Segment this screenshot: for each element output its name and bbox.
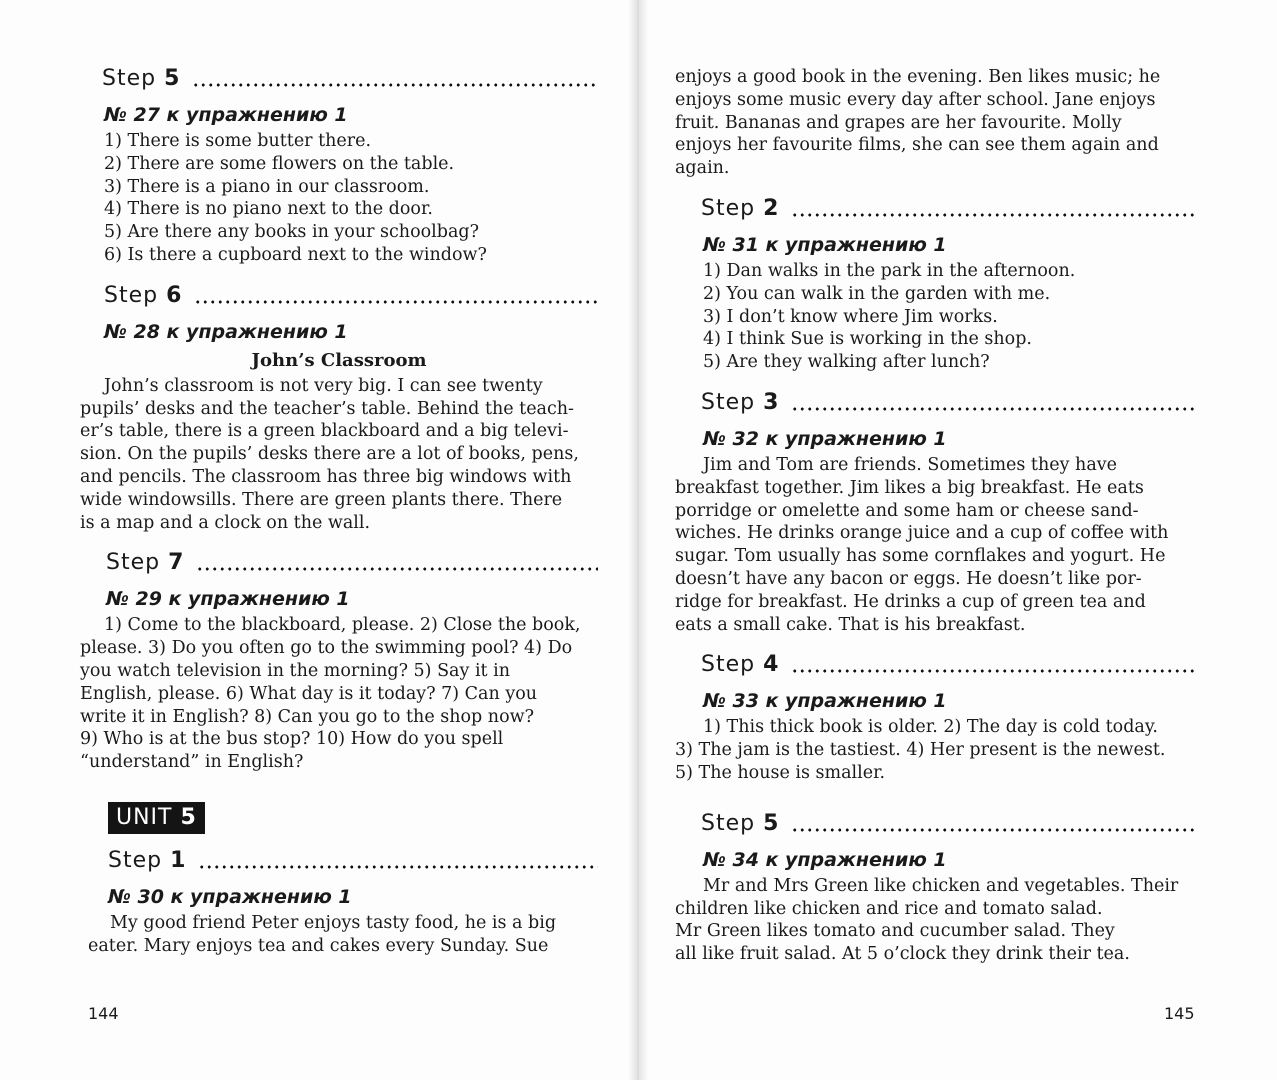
exercise-heading: № 32 к упражнению 1 [703,427,947,450]
step-label: Step [701,389,756,415]
list-item: 4) There is no piano next to the door. [104,199,433,220]
text-line: breakfast together. Jim likes a big breakfast. He eats [675,477,1144,498]
list-item: 2) There are some flowers on the table. [104,153,455,174]
list-item: 2) You can walk in the garden with me. [703,283,1051,304]
step-label: Step [102,66,157,91]
list-item: 5) Are there any books in your schoolbag? [104,222,479,243]
page-number-right: 145 [1164,1004,1195,1023]
step-heading [104,283,598,317]
text-line: and pencils. The classroom has three big windows with [80,466,572,487]
left-column [80,66,598,958]
exercise-heading: № 34 к упражнению 1 [703,848,947,871]
text-line: wide windowsills. There are green plants there. There [80,489,563,510]
step-number: 7 [168,550,185,576]
dot-leader [196,567,598,571]
unit-badge [108,802,205,834]
text-line: 3) The jam is the tastiest. 4) Her present is the newest. [675,740,1166,761]
text-line: sion. On the pupils’ desks there are a lot of books, pens, [80,444,579,465]
list-item: 3) There is a piano in our classroom. [104,176,430,197]
text-line: My good friend Peter enjoys tasty food, he is a big [110,912,557,933]
list-item: 1) There is some butter there. [104,131,372,151]
text-line: doesn’t have any bacon or eggs. He doesn’t like por- [675,568,1142,589]
dot-leader [194,300,598,304]
step-number: 6 [166,282,183,308]
exercise-34-text [675,875,1196,966]
text-line: 1) This thick book is older. 2) The day is cold today. [703,717,1158,738]
step-label: Step [701,195,756,221]
text-line: eats a small cake. That is his breakfast. [675,614,1026,635]
exercise-heading: № 27 к упражнению 1 [104,104,348,126]
text-line: please. 3) Do you often go to the swimming pool? 4) Do [80,638,573,659]
step-label: Step [701,810,756,836]
step-label: Step [108,847,163,873]
step-number: 4 [763,652,780,678]
list-item: 6) Is there a cupboard next to the window? [104,244,487,265]
text-line: enjoys her favourite films, she can see them again and [675,135,1159,156]
book-gutter [628,0,648,1080]
text-line: er’s table, there is a green blackboard and a big televi- [80,421,569,442]
text-line: porridge or omelette and some ham or cheese sand- [675,500,1139,521]
text-line: enjoys a good book in the evening. Ben likes music; he [675,67,1161,87]
exercise-heading: № 31 к упражнению 1 [703,233,947,256]
text-line: children like chicken and rice and tomato salad. [675,898,1103,919]
text-line: 5) The house is smaller. [675,762,886,783]
dot-leader [791,669,1196,673]
dot-leader [791,213,1196,217]
text-line: again. [675,158,730,179]
dot-leader [791,407,1196,411]
text-line: 1) Come to the blackboard, please. 2) Close the book, [104,615,581,636]
exercise-32-text [675,454,1196,636]
step-label: Step [106,550,161,576]
list-item: 4) I think Sue is working in the shop. [703,329,1032,350]
exercise-heading: № 28 к упражнению 1 [104,320,348,343]
list-item: 5) Are they walking after lunch? [703,352,990,373]
step-number: 5 [164,66,181,91]
text-line: “understand” in English? [80,752,304,773]
list-item: 1) Dan walks in the park in the afternoon. [703,260,1076,281]
exercise-30-text [80,912,598,958]
list-item: 3) I don’t know where Jim works. [703,306,998,327]
text-line: Mr and Mrs Green like chicken and vegetables. Their [703,875,1179,896]
text-line: write it in English? 8) Can you go to the shop now? [80,706,534,727]
step-heading [108,848,598,882]
exercise-heading: № 33 к упражнению 1 [703,690,947,713]
text-line: is a map and a clock on the wall. [80,512,371,533]
step-label: Step [104,282,159,308]
exercise-29-text [80,614,598,774]
text-line: wiches. He drinks orange juice and a cup of coffee with [675,523,1169,544]
text-line: you watch television in the morning? 5) Say it in [80,660,510,681]
exercise-27-list [104,130,598,267]
right-column [675,66,1196,966]
page-number-left: 144 [88,1004,119,1023]
dot-leader [198,865,598,869]
step-heading [701,196,1196,230]
step-number: 2 [763,195,780,221]
step-number: 3 [763,389,780,415]
text-line: all like fruit salad. At 5 o’clock they drink their tea. [675,944,1130,965]
step-heading [102,66,598,100]
text-line: Jim and Tom are friends. Sometimes they have [703,454,1117,475]
exercise-33-text [675,716,1196,784]
step-heading [701,811,1196,845]
text-line: ridge for breakfast. He drinks a cup of green tea and [675,591,1146,612]
step-heading [701,390,1196,424]
text-line: pupils’ desks and the teacher’s table. Behind the teach- [80,398,574,419]
text-line: enjoys some music every day after school. Jane enjoys [675,89,1156,110]
dot-leader [791,828,1196,832]
exercise-30-continuation [675,66,1196,180]
unit-heading [80,802,598,842]
step-label: Step [701,652,756,678]
unit-label: UNIT [116,804,173,830]
step-heading [106,550,598,584]
text-title: John’s Classroom [251,349,427,371]
step-number: 1 [170,847,187,873]
text-line: 9) Who is at the bus stop? 10) How do you spell [80,729,504,750]
exercise-28-text [80,375,598,535]
text-line: eater. Mary enjoys tea and cakes every Sunday. Sue [88,935,549,956]
text-line: Mr Green likes tomato and cucumber salad. They [675,921,1115,942]
text-line: John’s classroom is not very big. I can see twenty [104,375,543,396]
step-heading [701,652,1196,686]
text-line: English, please. 6) What day is it today? 7) Can you [80,683,538,704]
exercise-heading: № 29 к упражнению 1 [106,588,350,611]
text-line: sugar. Tom usually has some cornflakes and yogurt. He [675,546,1166,567]
exercise-31-list [703,260,1196,374]
dot-leader [192,83,598,87]
unit-number: 5 [180,804,197,830]
text-line: fruit. Bananas and grapes are her favourite. Molly [675,112,1122,133]
step-number: 5 [763,810,780,836]
exercise-heading: № 30 к упражнению 1 [108,885,352,908]
